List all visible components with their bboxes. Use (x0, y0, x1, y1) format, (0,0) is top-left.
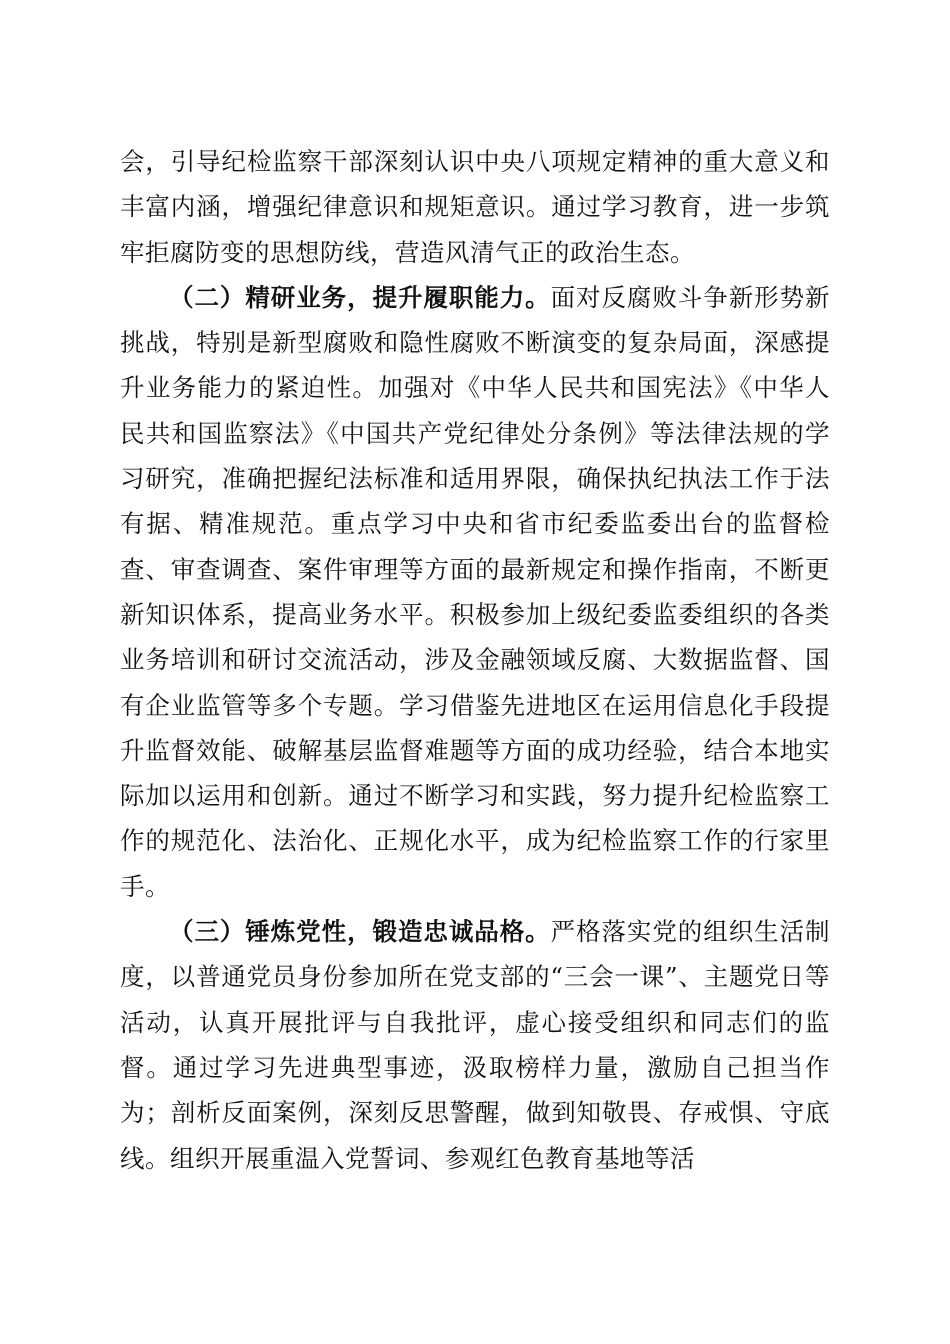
section-heading: （二）精研业务，提升履职能力。 (169, 282, 551, 312)
paragraph-section-2 (120, 275, 830, 909)
paragraph-text: 严格落实党的组织生活制度，以普通党员身份参加所在党支部的“三会一课”、主题党日等活动，认真开展批评与自我批评，虚心接受组织和同志们的监督。通过学习先进典型事迹，汲取榜样力量，激励自己担当作为；剖析反面案例，深刻反思警醒，做到知敬畏、存戒惧、守底线。组织开展重温入党誓词、参观红色教育基地等活 (120, 917, 831, 1173)
paragraph-section-3 (120, 909, 830, 1181)
paragraph-continuation (120, 139, 830, 275)
document-body (120, 139, 830, 1181)
paragraph-text: 面对反腐败斗争新形势新挑战，特别是新型腐败和隐性腐败不断演变的复杂局面，深感提升业务能力的紧迫性。加强对《中华人民共和国宪法》《中华人民共和国监察法》《中国共产党纪律处分条例》等法律法规的学习研究，准确把握纪法标准和适用界限，确保执纪执法工作于法有据、精准规范。重点学习中央和省市纪委监委出台的监督检查、审查调查、案件审理等方面的最新规定和操作指南，不断更新知识体系，提高业务水平。积极参加上级纪委监委组织的各类业务培训和研讨交流活动，涉及金融领域反腐、大数据监督、国有企业监管等多个专题。学习借鉴先进地区在运用信息化手段提升监督效能、破解基层监督难题等方面的成功经验，结合本地实际加以运用和创新。通过不断学习和实践，努力提升纪检监察工作的规范化、法治化、正规化水平，成为纪检监察工作的行家里手。 (120, 282, 831, 901)
paragraph-text: 会，引导纪检监察干部深刻认识中央八项规定精神的重大意义和丰富内涵，增强纪律意识和规矩意识。通过学习教育，进一步筑牢拒腐防变的思想防线，营造风清气正的政治生态。 (120, 147, 830, 267)
section-heading: （三）锤炼党性，锻造忠诚品格。 (169, 917, 551, 947)
